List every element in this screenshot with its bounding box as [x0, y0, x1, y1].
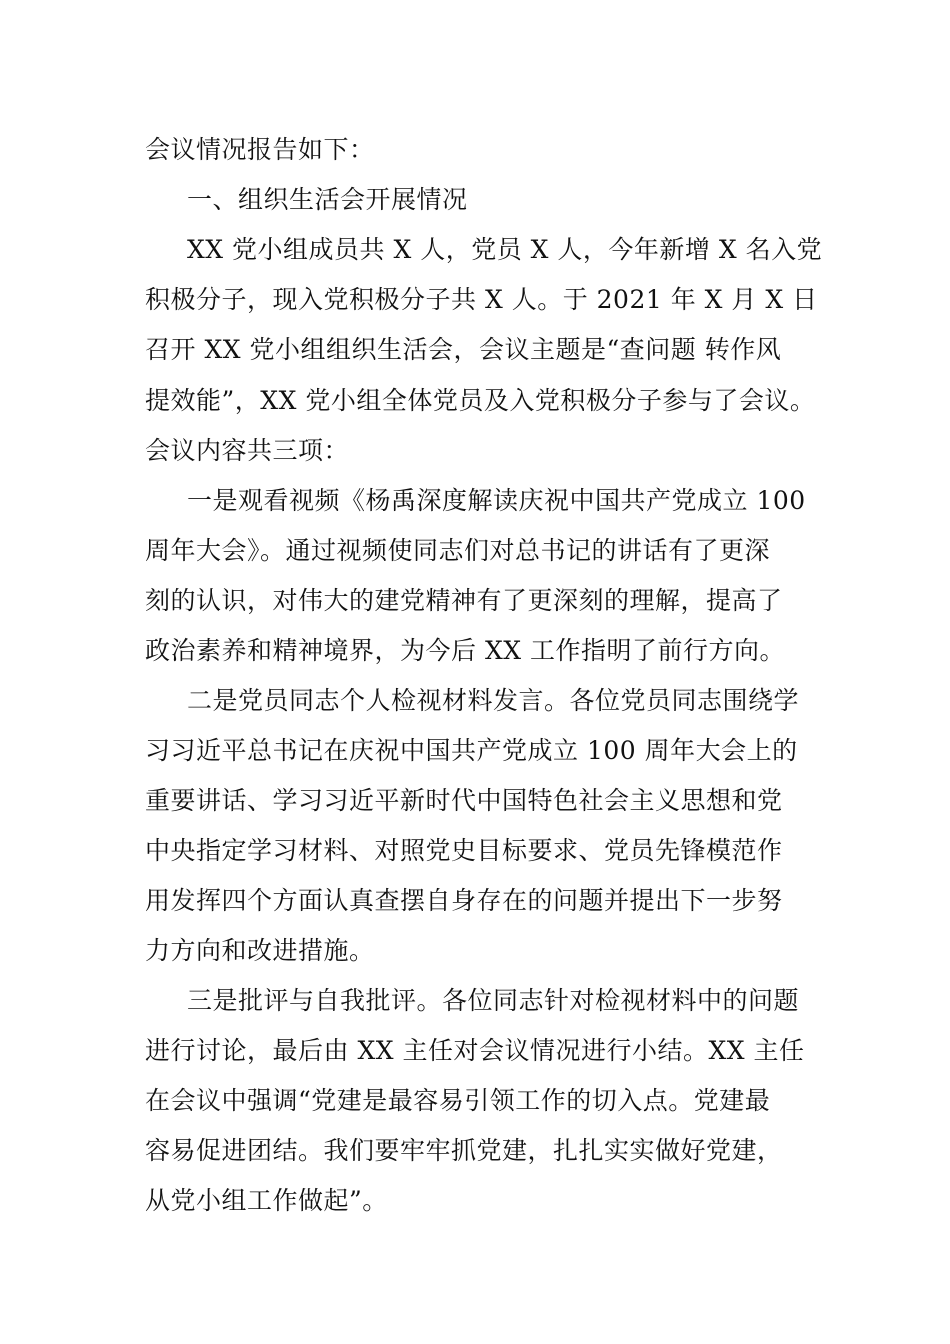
text-line: 容易促进团结。我们要牢牢抓党建，扎扎实实做好党建， — [145, 1136, 783, 1165]
text-line: 会议内容共三项： — [145, 436, 350, 465]
text-line: 政治素养和精神境界，为今后 XX 工作指明了前行方向。 — [145, 636, 785, 665]
text-line: 进行讨论，最后由 XX 主任对会议情况进行小结。XX 主任 — [145, 1036, 805, 1065]
text-line: 习习近平总书记在庆祝中国共产党成立 100 周年大会上的 — [145, 736, 798, 765]
text-line: 力方向和改进措施。 — [145, 936, 375, 965]
text-line: 一是观看视频《杨禹深度解读庆祝中国共产党成立 100 — [187, 486, 806, 515]
text-line: 积极分子，现入党积极分子共 X 人。于 2021 年 X 月 X 日 — [145, 285, 818, 314]
text-line: XX 党小组成员共 X 人，党员 X 人，今年新增 X 名入党 — [187, 235, 823, 264]
text-line: 重要讲话、学习习近平新时代中国特色社会主义思想和党 — [145, 786, 783, 815]
text-line: 提效能”，XX 党小组全体党员及入党积极分子参与了会议。 — [145, 386, 816, 415]
text-line: 用发挥四个方面认真查摆自身存在的问题并提出下一步努 — [145, 886, 783, 915]
text-line: 在会议中强调“党建是最容易引领工作的切入点。党建最 — [145, 1086, 771, 1115]
text-line: 周年大会》。通过视频使同志们对总书记的讲话有了更深 — [145, 536, 771, 565]
text-line: 会议情况报告如下： — [145, 135, 375, 164]
text-line: 三是批评与自我批评。各位同志针对检视材料中的问题 — [187, 986, 800, 1015]
text-line: 刻的认识，对伟大的建党精神有了更深刻的理解，提高了 — [145, 586, 783, 615]
text-line: 二是党员同志个人检视材料发言。各位党员同志围绕学 — [187, 686, 800, 715]
text-line: 从党小组工作做起”。 — [145, 1186, 388, 1215]
text-line: 中央指定学习材料、对照党史目标要求、党员先锋模范作 — [145, 836, 783, 865]
section-heading: 一、组织生活会开展情况 — [187, 185, 468, 214]
text-line: 召开 XX 党小组组织生活会，会议主题是“查问题 转作风 — [145, 335, 782, 364]
